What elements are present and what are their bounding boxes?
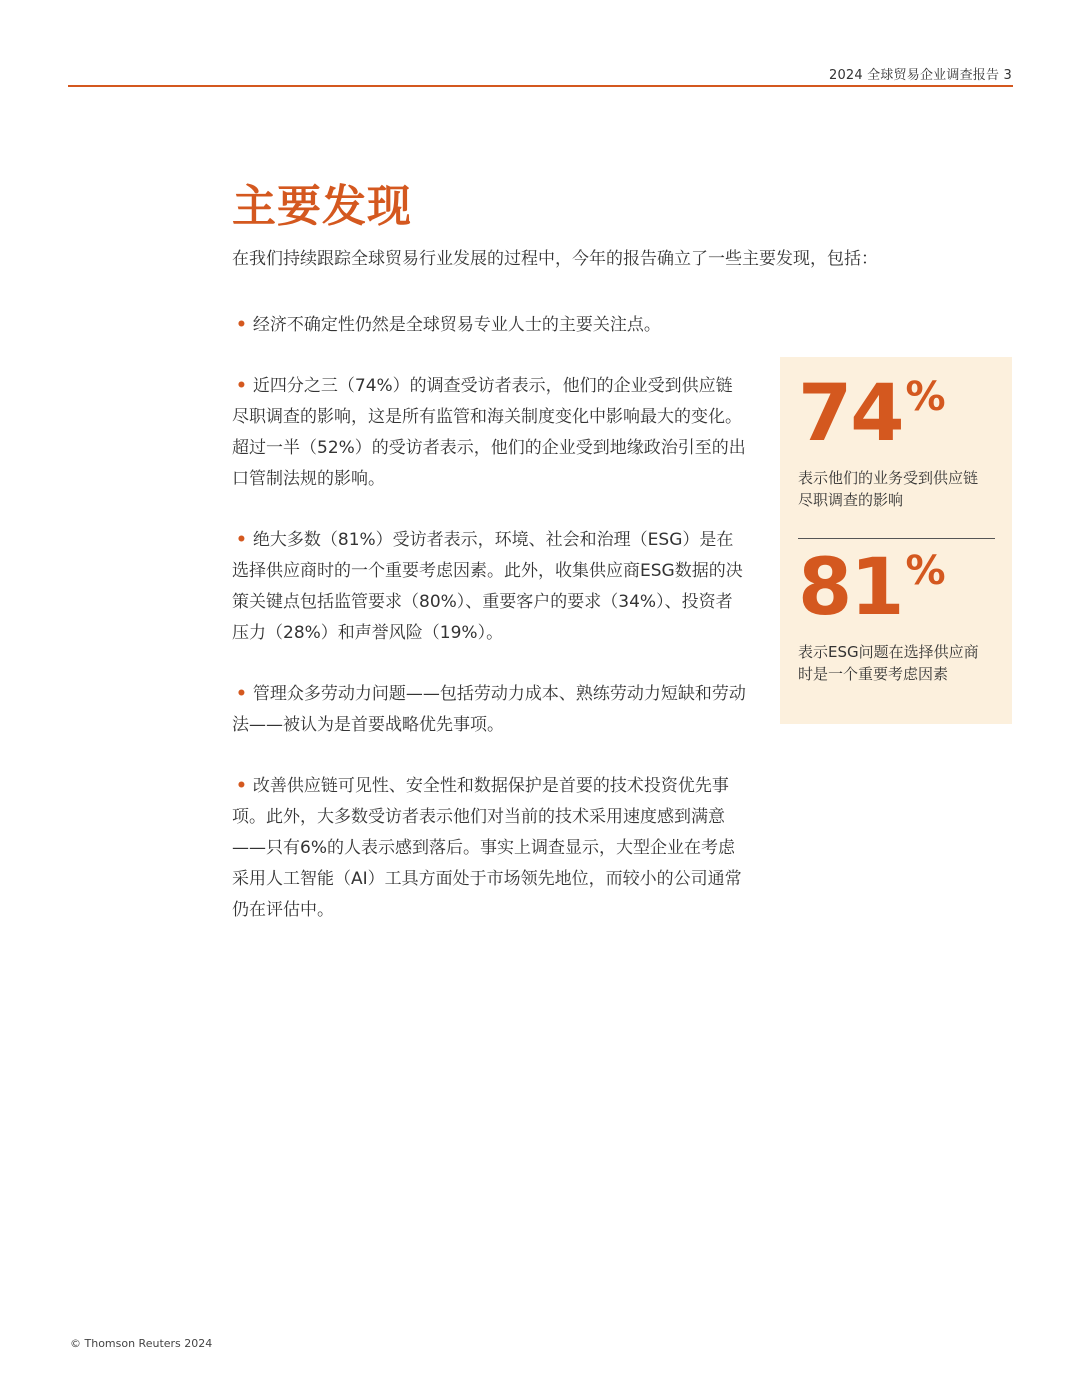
percent-sign: %: [905, 548, 946, 594]
header-divider: [68, 85, 1013, 87]
finding-item: [232, 525, 747, 649]
findings-list: [232, 310, 747, 926]
finding-text: 改善供应链可见性、安全性和数据保护是首要的技术投资优先事项。此外，大多数受访者表示他们对当前的技术采用速度感到满意——只有6%的人表示感到落后。事实上调查显示，大型企业在考虑采用人工智能（AI）工具方面处于市场领先地位，而较小的公司通常仍在评估中。: [232, 776, 742, 920]
finding-text: 经济不确定性仍然是全球贸易专业人士的主要关注点。: [252, 315, 661, 335]
stat-number: [798, 543, 998, 633]
bullet-icon: •: [236, 684, 247, 704]
finding-item: [232, 371, 747, 495]
stats-sidebar: [780, 357, 1012, 724]
stat-value: 81: [798, 543, 903, 633]
report-header-title: 2024 全球贸易企业调查报告 3: [828, 68, 1012, 83]
finding-text: 绝大多数（81%）受访者表示，环境、社会和治理（ESG）是在选择供应商时的一个重要考虑因素。此外，收集供应商ESG数据的决策关键点包括监管要求（80%）、重要客户的要求（34%）、投资者压力（28%）和声誉风险（19%）。: [232, 530, 743, 643]
finding-text: 近四分之三（74%）的调查受访者表示，他们的企业受到供应链尽职调查的影响，这是所有监管和海关制度变化中影响最大的变化。超过一半（52%）的受访者表示，他们的企业受到地缘政治引至的出口管制法规的影响。: [232, 376, 746, 489]
percent-sign: %: [905, 374, 946, 420]
finding-item: [232, 771, 747, 926]
stat-number: [798, 369, 998, 459]
stat-supply-chain: [798, 369, 998, 511]
finding-item: [232, 310, 747, 341]
stat-value: 74: [798, 369, 903, 459]
stat-description: 表示他们的业务受到供应链尽职调查的影响: [798, 469, 979, 509]
stat-esg: [798, 543, 998, 685]
finding-text: 管理众多劳动力问题——包括劳动力成本、熟练劳动力短缺和劳动法——被认为是首要战略优先事项。: [232, 684, 746, 735]
intro-paragraph: 在我们持续跟踪全球贸易行业发展的过程中，今年的报告确立了一些主要发现，包括：: [232, 249, 878, 269]
copyright-footer: © Thomson Reuters 2024: [70, 1337, 213, 1350]
page-title: 主要发现: [232, 181, 412, 232]
bullet-icon: •: [236, 376, 247, 396]
stat-description: 表示ESG问题在选择供应商时是一个重要考虑因素: [798, 643, 979, 683]
bullet-icon: •: [236, 530, 247, 550]
bullet-icon: •: [236, 315, 247, 335]
bullet-icon: •: [236, 776, 247, 796]
stat-divider: [798, 538, 995, 539]
finding-item: [232, 679, 747, 741]
